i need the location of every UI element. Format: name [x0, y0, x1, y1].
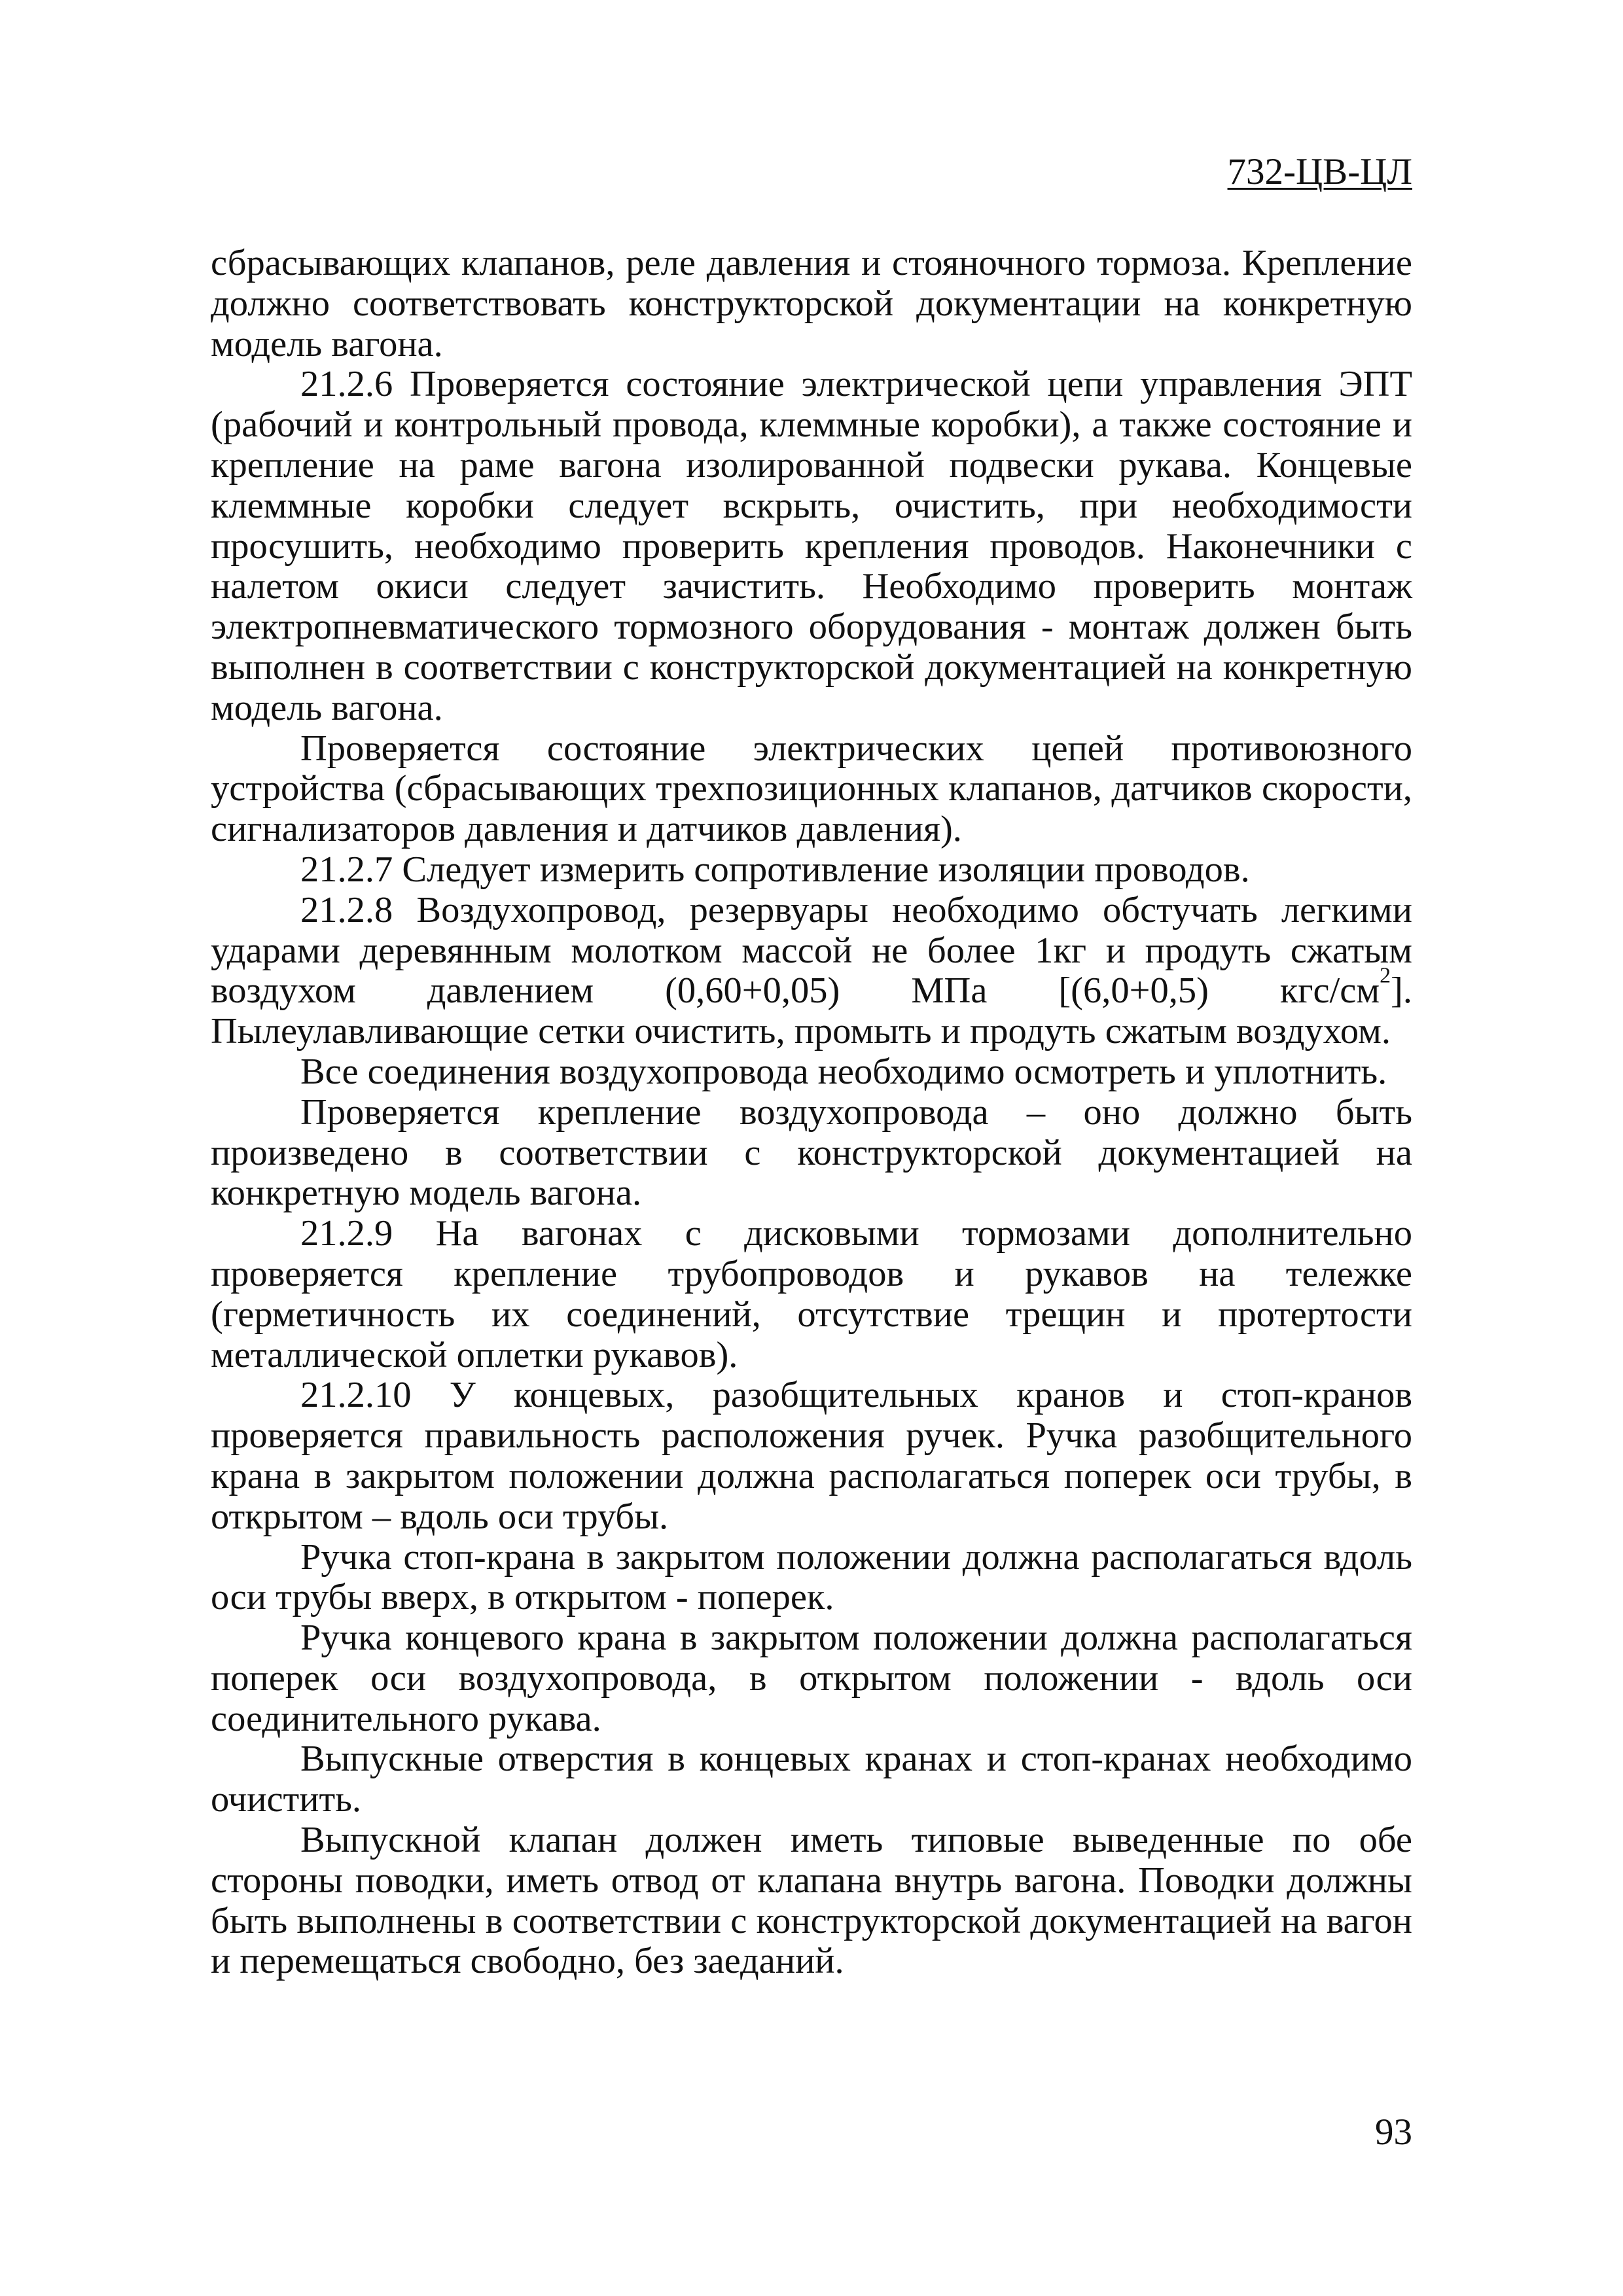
paragraph-antiskid-circuits: Проверяется состояние электрических цепей противоюзного устройства (сбрасывающих трехпозиционных клапанов, датчиков скорости, сигнализаторов давления и датчиков давления). [211, 728, 1412, 850]
paragraph-outlet-holes: Выпускные отверстия в концевых кранах и стоп-кранах необходимо очистить. [211, 1739, 1412, 1820]
paragraph-21-2-8-part-1: 21.2.8 Воздухопровод, резервуары необходимо обстучать легкими ударами деревянным молотком массой не более 1кг и продуть сжатым воздухом давлением (0,60+0,05) МПа [(6,0+0,5) кгс/см [211, 889, 1412, 1012]
paragraph-21-2-8-part-2: ]. Пылеулавливающие сетки очистить, промыть и продуть сжатым воздухом. [211, 970, 1412, 1052]
paragraph-connections: Все соединения воздухопровода необходимо осмотреть и уплотнить. [300, 1051, 1387, 1092]
paragraph-fastening: Проверяется крепление воздухопровода – оно должно быть произведено в соответствии с конструкторской документацией на конкретную модель вагона. [211, 1091, 1412, 1214]
paragraph-stop-valve-handle: Ручка стоп-крана в закрытом положении должна располагаться вдоль оси трубы вверх, в открытом - поперек. [211, 1536, 1412, 1618]
paragraph-end-valve-handle: Ручка концевого крана в закрытом положении должна располагаться поперек оси воздухопровода, в открытом положении - вдоль оси соединительного рукава. [211, 1617, 1412, 1739]
body-text [211, 243, 1412, 1982]
paragraph-21-2-9: 21.2.9 На вагонах с дисковыми тормозами дополнительно проверяется крепление трубопроводов и рукавов на тележке (герметичность их соединений, отсутствие трещин и протертости металлической оплетки рукавов). [211, 1213, 1412, 1375]
paragraph-21-2-8 [211, 891, 1412, 1052]
superscript-2: 2 [1380, 963, 1391, 988]
page-number: 93 [1375, 2111, 1412, 2153]
paragraph-21-2-6: 21.2.6 Проверяется состояние электрической цепи управления ЭПТ (рабочий и контрольный провода, клеммные коробки), а также состояние и крепление на раме вагона изолированной подвески рукава. Концевые клеммные коробки следует вскрыть, очистить, при необходимости просушить, необходимо проверить крепления проводов. Наконечники с налетом окиси следует зачистить. Необходимо проверить монтаж электропневматического тормозного оборудования - монтаж должен быть выполнен в соответствии с конструкторской документацией на конкретную модель вагона. [211, 364, 1412, 728]
paragraph-21-2-10: 21.2.10 У концевых, разобщительных кранов и стоп-кранов проверяется правильность расположения ручек. Ручка разобщительного крана в закрытом положении должна располагаться поперек оси трубы, в открытом – вдоль оси трубы. [211, 1375, 1412, 1537]
document-code: 732-ЦВ-ЦЛ [1227, 151, 1412, 192]
paragraph-21-2-7: 21.2.7 Следует измерить сопротивление изоляции проводов. [300, 849, 1250, 890]
paragraph-continuation: сбрасывающих клапанов, реле давления и стояночного тормоза. Крепление должно соответствовать конструкторской документации на конкретную модель вагона. [211, 243, 1412, 364]
paragraph-release-valve: Выпускной клапан должен иметь типовые выведенные по обе стороны поводки, иметь отвод от клапана внутрь вагона. Поводки должны быть выполнены в соответствии с конструкторской документацией на вагон и перемещаться свободно, без заеданий. [211, 1820, 1412, 1982]
